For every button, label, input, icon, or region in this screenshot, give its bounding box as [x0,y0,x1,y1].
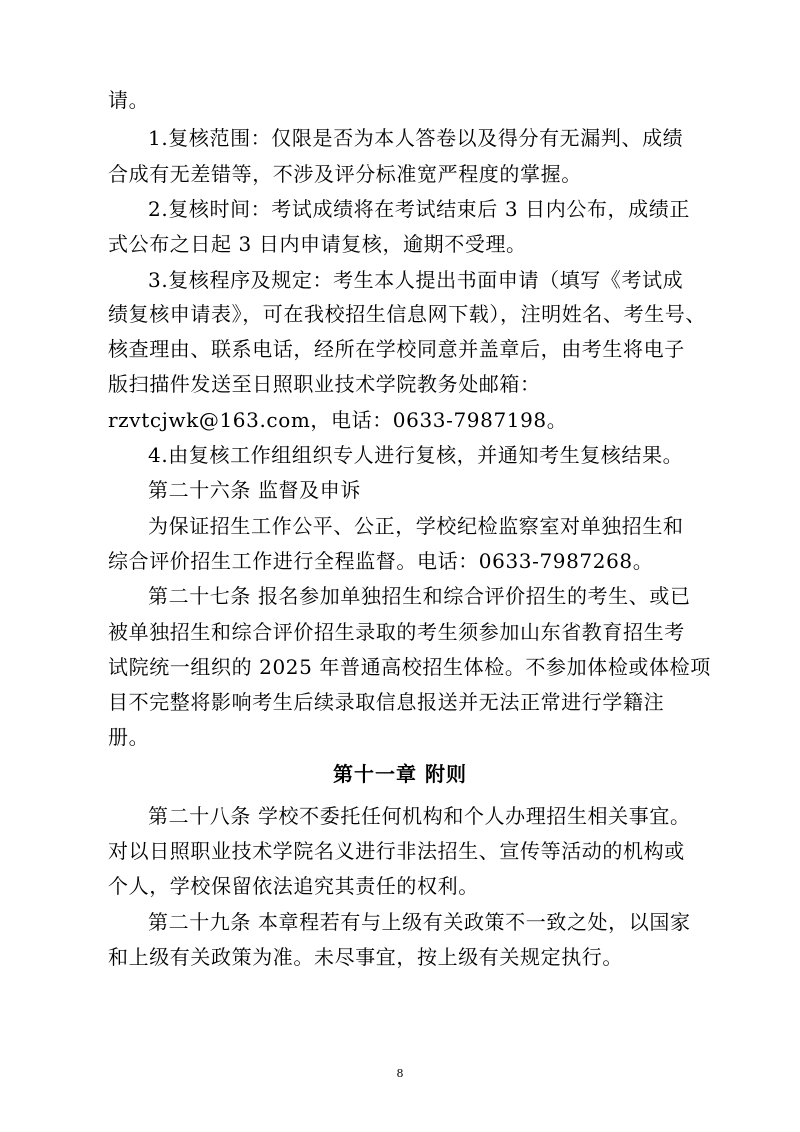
text-line: 和上级有关政策为准。未尽事宜，按上级有关规定执行。 [108,945,623,969]
text-line: 式公布之日起 3 日内申请复核，逾期不受理。 [108,232,527,256]
text-line: 4.由复核工作组组织专人进行复核，并通知考生复核结果。 [148,443,684,467]
text-line: 第二十七条 报名参加单独招生和综合评价招生的考生、或已 [148,584,691,608]
text-line: 个人，学校保留依法追究其责任的权利。 [108,874,479,898]
text-line: 请。 [108,88,150,112]
text-line: 为保证招生工作公平、公正，学校纪检监察室对单独招生和 [148,514,684,538]
text-line: 核查理由、联系电话，经所在学校同意并盖章后，由考生将电子 [108,337,685,361]
text-line: 被单独招生和综合评价招生录取的考生须参加山东省教育招生考 [108,620,685,644]
text-line: 版扫描件发送至日照职业技术学院教务处邮箱： [108,372,541,396]
article-heading: 第二十六条 监督及申诉 [148,478,361,502]
text-line: 合成有无差错等，不涉及评分标准宽严程度的掌握。 [108,162,582,186]
text-line: 绩复核申请表》，可在我校招生信息网下载），注明姓名、考生号、 [108,302,706,326]
text-line: 试院统一组织的 2025 年普通高校招生体检。不参加体检或体检项 [108,655,711,679]
text-line: 第二十八条 学校不委托任何机构和个人办理招生相关事宜。 [148,804,691,828]
text-line: 目不完整将影响考生后续录取信息报送并无法正常进行学籍注 [108,690,665,714]
text-line: 1.复核范围：仅限是否为本人答卷以及得分有无漏判、成绩 [148,126,684,150]
text-line: 第二十九条 本章程若有与上级有关政策不一致之处，以国家 [148,910,691,934]
page-number: 8 [396,1067,404,1080]
text-line: 3.复核程序及规定：考生本人提出书面申请（填写《考试成 [148,268,684,292]
email-line: rzvtcjwk@163.com，电话：0633-7987198。 [108,408,568,432]
text-line: 对以日照职业技术学院名义进行非法招生、宣传等活动的机构或 [108,839,685,863]
text-line: 2.复核时间：考试成绩将在考试结束后 3 日内公布，成绩正 [148,197,690,221]
text-line: 综合评价招生工作进行全程监督。电话：0633-7987268。 [108,549,654,573]
text-line: 册。 [108,725,150,749]
chapter-heading: 第十一章 附则 [333,762,467,786]
